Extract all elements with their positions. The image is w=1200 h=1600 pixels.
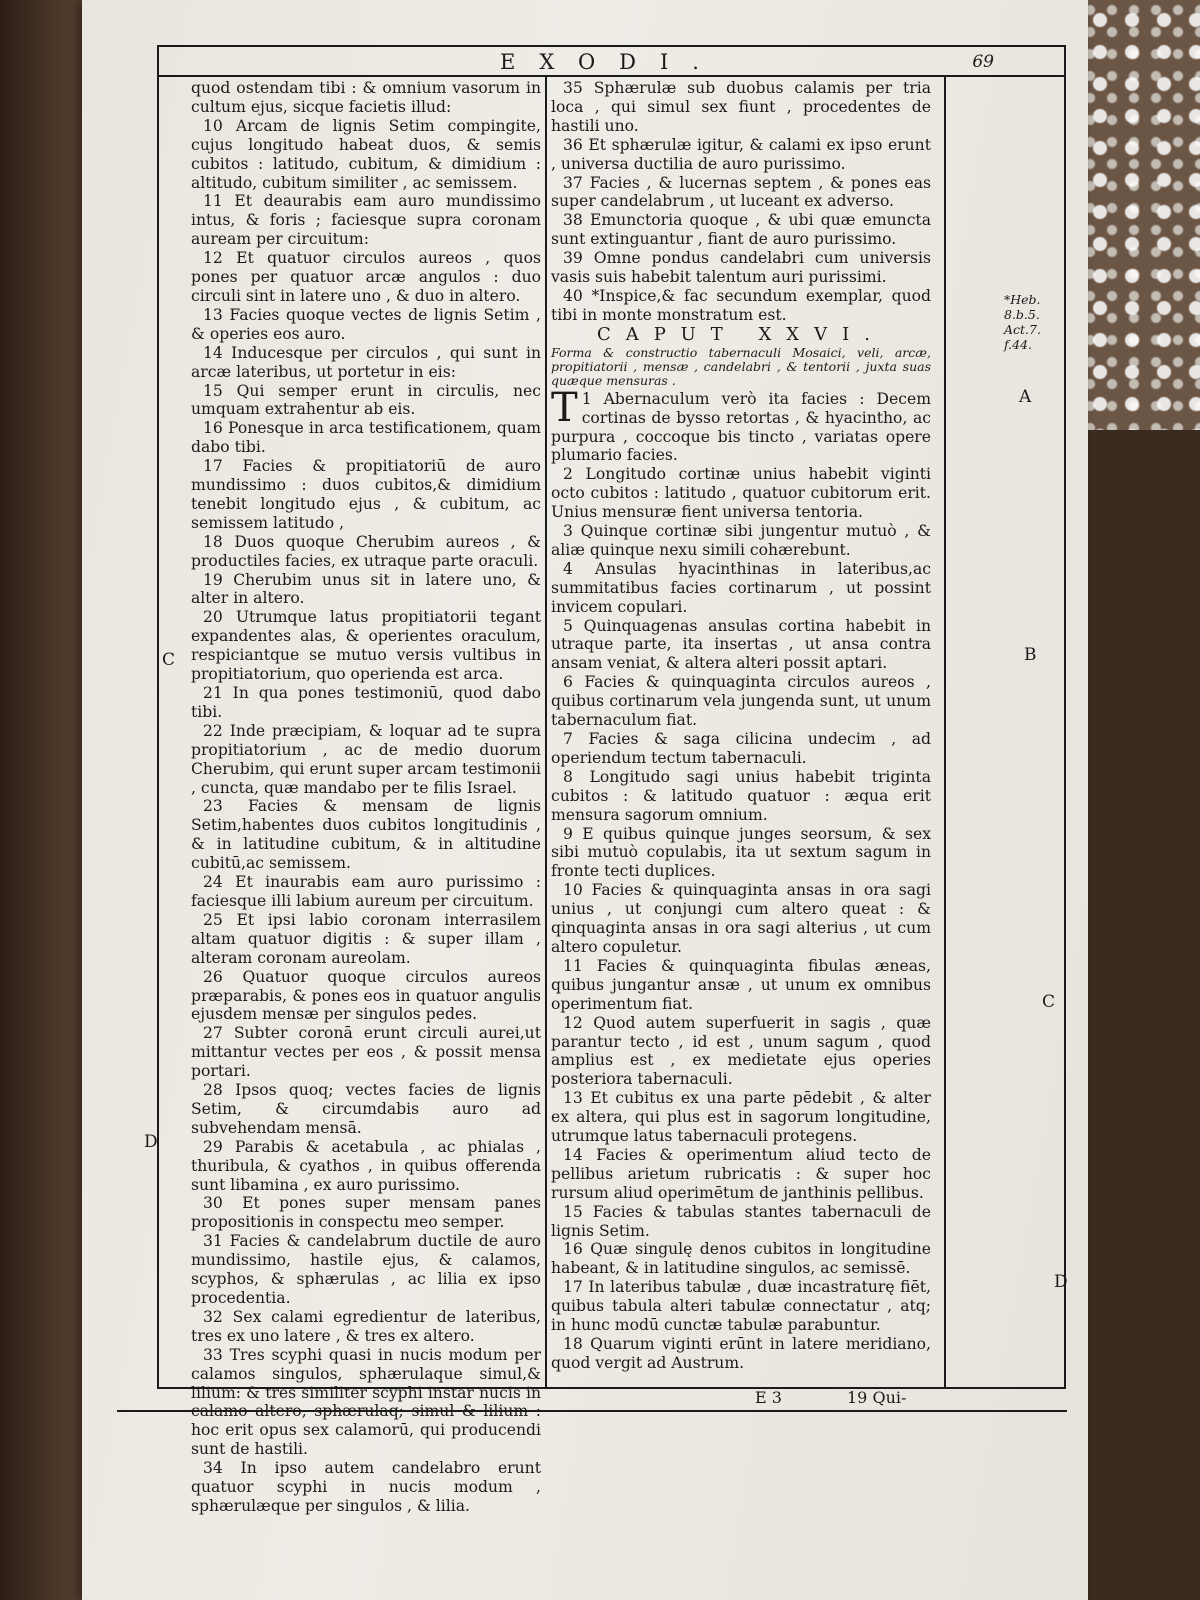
page-number: 69: [972, 52, 994, 72]
verse: 22 Inde præcipiam, & loquar ad te supra propitiatorium , ac de medio duorum Cherubim, qui erunt super arcam testimonii , cuncta, quæ mandabo per te filis Israel.: [191, 721, 541, 797]
lace-doily: [1080, 0, 1200, 430]
signature-mark: E 3: [755, 1388, 782, 1407]
verse: 14 Inducesque per circulos , qui sunt in arcæ lateribus, ut portetur in eis:: [191, 343, 541, 381]
verse: 33 Tres scyphi quasi in nucis modum per calamos singulos, sphærulaque simul,& lilium: & tres similiter scyphi instar nucis in hoc erit opus sex calamorū, qui producendi sunt de hastili.: [191, 1345, 541, 1459]
verse: 3 Quinque cortinæ sibi jungentur mutuò , & aliæ quinque nexu simili cohærebunt.: [551, 522, 931, 559]
verse: 30 Et pones super mensam panes propositionis in conspectu meo semper.: [191, 1194, 541, 1232]
margin-letter-b: B: [1024, 645, 1037, 665]
verse: 40 *Inspice,& fac secundum exemplar, quod tibi in monte monstratum est.: [551, 286, 931, 324]
verse: 35 Sphærulæ sub duobus calamis per tria loca , qui simul sex fiunt , procedentes de hastili uno.: [551, 79, 931, 135]
verse: 2 Longitudo cortinæ unius habebit viginti octo cubitos : latitudo , quatuor cubitorum erit. Unius mensuræ fient universa tentoria.: [551, 465, 931, 522]
bottom-rule: [117, 1410, 1067, 1412]
verse: 4 Ansulas hyacinthinas in lateribus,ac summitatibus facies cortinarum , ut possint invicem copulari.: [551, 559, 931, 616]
verse: 13 Et cubitus ex una parte pēdebit , & alter ex altera, qui plus est in sagorum longitudine, utrumque latus tabernaculi protegens.: [551, 1089, 931, 1146]
book-page: [82, 0, 1088, 1600]
right-column: [551, 79, 931, 1379]
verse: [551, 384, 931, 466]
verse: 18 Quarum viginti erūnt in latere meridiano, quod vergit ad Austrum.: [551, 1335, 931, 1372]
verse: 39 Omne pondus candelabri cum universis vasis suis habebit talentum auri purissimi.: [551, 249, 931, 287]
verse: 20 Utrumque latus propitiatorii tegant expandentes alas, & operientes oraculum, respiciantque se mutuo versis vultibus in propitiatorium, quo operienda est arca.: [191, 608, 541, 684]
verse: 18 Duos quoque Cherubim aureos , & productiles facies, ex utraque parte oraculi.: [191, 532, 541, 570]
page-footer: [157, 1388, 1062, 1410]
verse: 14 Facies & operimentum aliud tecto de pellibus arietum rubricatis : & super hoc rursum aliud operimētum de janthinis pellibus.: [551, 1145, 931, 1202]
verse: 28 Ipsos quoq; vectes facies de lignis Setim, & circumdabis auro ad subvehendam mensā.: [191, 1081, 541, 1137]
column-divider: [545, 75, 547, 1387]
cross-reference: *Heb. 8.b.5. Act.7. f.44.: [1004, 292, 1041, 352]
verse: 36 Et sphærulæ igitur, & calami ex ipso erunt , universa ductilia de auro purissimo.: [551, 135, 931, 173]
verse: 12 Et quatuor circulos aureos , quos pones per quatuor arcæ angulos : duo circuli sint in latere uno , & duo in altero.: [191, 249, 541, 305]
verse: quod ostendam tibi : & omnium vasorum in cultum ejus, sicque facietis illud:: [191, 79, 541, 116]
table-background: [0, 0, 90, 1600]
verse: 19 Cherubim unus sit in latere uno, & alter in altero.: [191, 570, 541, 608]
verse: 31 Facies & candelabrum ductile de auro mundissimo, hastile ejus, & calamos, scyphos, & sphærulas , ac lilia ex ipso procedentia.: [191, 1232, 541, 1307]
chapter-heading: CAPUT XXVI.: [597, 323, 885, 345]
verse: 11 Et deaurabis eam auro mundissimo intus, & foris ; faciesque supra coronam auream per circuitum:: [191, 192, 541, 249]
verse: 16 Quæ singulę denos cubitos in longitudine habeant, & in latitudine singulos, ac semissē.: [551, 1240, 931, 1278]
verse: 16 Ponesque in arca testificationem, quam dabo tibi.: [191, 419, 541, 457]
margin-divider: [944, 75, 946, 1387]
verse-text: Abernaculum verò ita facies : Decem cortinas de bysso retortas , & hyacintho, ac purpura , coccoque bis tincto , variatas opere plumario facies.: [551, 389, 931, 465]
verse: 15 Qui semper erunt in circulis, nec umquam extrahentur ab eis.: [191, 381, 541, 419]
verse: 23 Facies & mensam de lignis Setim,habentes duos cubitos longitudinis , & in latitudine cubitum, & in altitudine cubitū,ac semissem.: [191, 797, 541, 873]
verse: 11 Facies & quinquaginta fibulas æneas, quibus jungantur ansæ , ut unum ex omnibus operimentum fiat.: [551, 956, 931, 1013]
verse: 32 Sex calami egredientur de lateribus, tres ex uno latere , & tres ex altero.: [191, 1307, 541, 1345]
verse: 13 Facies quoque vectes de lignis Setim , & operies eos auro.: [191, 305, 541, 343]
verse: 9 E quibus quinque junges seorsum, & sex sibi mutuò copulabis, ita ut sextum sagum in fronte tecti duplices.: [551, 824, 931, 881]
margin-letter-left-c: C: [162, 650, 176, 670]
verse: 10 Facies & quinquaginta ansas in ora sagi unius , ut conjungi cum altero queat : & qinquaginta ansas in ora sagi alterius , ut cum altero copuletur.: [551, 881, 931, 956]
verse: 6 Facies & quinquaginta circulos aureos , quibus cortinarum vela jungenda sunt, ut unum tabernaculum fiat.: [551, 673, 931, 730]
verse: 17 In lateribus tabulæ , duæ incastraturę fiēt, quibus tabula alteri tabulæ connectatur , atq; in hunc modū cunctæ tabulæ parabuntur.: [551, 1278, 931, 1335]
catchword: 19 Qui-: [847, 1388, 907, 1407]
verse: 5 Quinquagenas ansulas cortina habebit in utraque parte, ita insertas , ut ansa contra ansam veniat, & altera alteri possit aptari.: [551, 616, 931, 673]
left-column: [191, 79, 541, 1515]
verse: 27 Subter coronā erunt circuli aurei,ut mittantur vectes per eos , & possit mensa portari.: [191, 1024, 541, 1081]
drop-cap: T: [551, 384, 578, 431]
verse: 25 Et ipsi labio coronam interrasilem altam quatuor digitis : & super illam , alteram coronam aureolam.: [191, 910, 541, 967]
margin-letter-a: A: [1019, 387, 1032, 407]
verse: 8 Longitudo sagi unius habebit triginta cubitos : & latitudo quatuor : æqua erit mensura sagorum omnium.: [551, 767, 931, 824]
margin-letter-c: C: [1042, 992, 1056, 1012]
verse: 26 Quatuor quoque circulos aureos præparabis, & pones eos in quatuor angulis ejusdem mensæ per singulos pedes.: [191, 967, 541, 1024]
verse: 10 Arcam de lignis Setim compingite, cujus longitudo habeat duos, & semis cubitos : latitudo, cubitum, & dimidium : altitudo, cubitum similiter , ac semissem.: [191, 116, 541, 192]
chapter-summary: Forma & constructio tabernaculi Mosaici, veli, arcæ, propitiatorii , mensæ , candelabri , & tentorii , juxta suas quæque mensuras .: [551, 344, 931, 388]
running-title: EXODI.: [500, 50, 723, 74]
verse: 38 Emunctoria quoque , & ubi quæ emuncta sunt extinguantur , fiant de auro purissimo.: [551, 211, 931, 249]
verse: 37 Facies , & lucernas septem , & pones eas super candelabrum , ut luceant ex adverso.: [551, 173, 931, 211]
verse: 24 Et inaurabis eam auro purissimo : faciesque illi labium aureum per circuitum.: [191, 873, 541, 910]
verse-number: 1: [581, 389, 592, 408]
verse: 21 In qua pones testimoniū, quod dabo tibi.: [191, 684, 541, 721]
running-head: [159, 47, 1064, 77]
verse: 34 In ipso autem candelabro erunt quatuor scyphi in nucis modum , sphærulæque per singulos , & lilia.: [191, 1459, 541, 1515]
verse: 7 Facies & saga cilicina undecim , ad operiendum tectum tabernaculi.: [551, 730, 931, 767]
verse: 12 Quod autem superfuerit in sagis , quæ parantur tecto , id est , unum sagum , quod amplius est , ex medietate ejus operies posteriora tabernaculi.: [551, 1013, 931, 1089]
verse: 29 Parabis & acetabula , ac phialas , thuribula, & cyathos , in quibus offerenda sunt libamina , ex auro purissimo.: [191, 1137, 541, 1194]
verse: 17 Facies & propitiatoriū de auro mundissimo : duos cubitos,& dimidium tenebit longitudo ejus , & cubitum, ac semissem latitudo ,: [191, 457, 541, 532]
margin-letter-left-d: D: [144, 1132, 158, 1152]
verse: 15 Facies & tabulas stantes tabernaculi de lignis Setim.: [551, 1202, 931, 1240]
margin-letter-d: D: [1054, 1272, 1068, 1292]
